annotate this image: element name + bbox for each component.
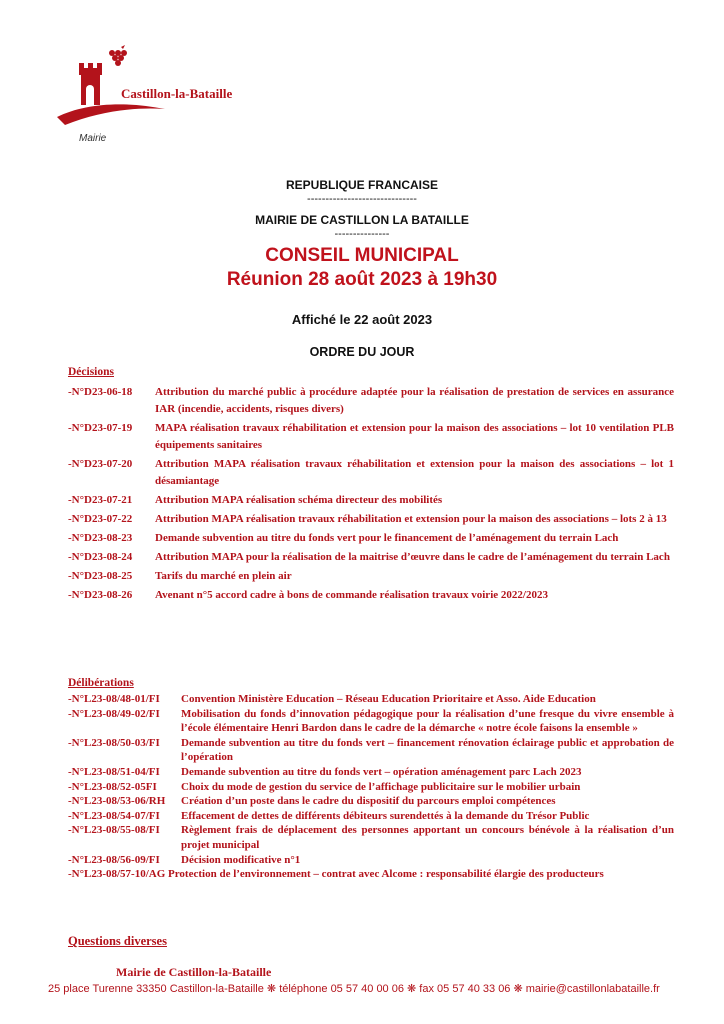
list-item	[68, 707, 674, 736]
item-code: -N°L23-08/52-05FI	[68, 780, 157, 793]
item-text: Règlement frais de déplacement des personnes apportant un concours bénévole à la réalisation d’un projet municipal	[181, 824, 674, 851]
item-text: Protection de l’environnement – contrat avec Alcome : responsabilité élargie des producteurs	[168, 868, 604, 881]
item-text: Décision modificative n°1	[181, 853, 301, 866]
meeting-date: Réunion 28 août 2023 à 19h30	[226, 269, 498, 290]
deliberations-heading: Délibérations	[68, 677, 134, 689]
item-text: Convention Ministère Education – Réseau Education Prioritaire et Asso. Aide Education	[181, 693, 596, 705]
list-item	[68, 809, 674, 824]
list-item	[68, 530, 674, 547]
posted-date: Affiché le 22 août 2023	[291, 312, 433, 327]
logo-brand-name: Castillon-la-Bataille	[121, 86, 233, 101]
item-code: -N°D23-08-23	[68, 532, 133, 544]
list-item	[68, 853, 674, 868]
item-code: -N°D23-08-25	[68, 570, 133, 582]
decisions-heading: Décisions	[68, 366, 114, 378]
item-code: -N°L23-08/54-07/FI	[68, 809, 160, 822]
item-code: -N°D23-07-20	[68, 458, 133, 470]
item-code: -N°L23-08/48-01/FI	[68, 693, 160, 705]
item-code: -N°L23-08/50-03/FI	[68, 736, 160, 749]
item-text: Attribution MAPA réalisation schéma directeur des mobilités	[155, 494, 443, 506]
item-text: Demande subvention au titre du fonds vert – opération aménagement parc Lach 2023	[181, 765, 582, 778]
item-text: Choix du mode de gestion du service de l’affichage publicitaire sur le mobilier urbain	[181, 780, 581, 793]
item-code: -N°D23-08-26	[68, 589, 133, 601]
deliberations-list	[68, 692, 674, 882]
item-code: -N°L23-08/56-09/FI	[68, 853, 160, 866]
item-text: Attribution MAPA réalisation travaux réhabilitation et extension pour la maison des associations – lots 2 à 13	[155, 513, 667, 525]
list-item	[68, 511, 674, 528]
separator-line-1: ------------------------------	[307, 193, 417, 205]
list-item	[68, 492, 674, 509]
item-text: Tarifs du marché en plein air	[155, 570, 292, 582]
list-item	[68, 765, 674, 780]
separator-line-2: ---------------	[334, 228, 390, 240]
item-code: -N°L23-08/53-06/RH	[68, 795, 166, 808]
item-code: -N°D23-07-19	[68, 422, 133, 434]
item-code: -N°L23-08/55-08/FI	[68, 824, 160, 837]
item-code: -N°D23-07-22	[68, 513, 133, 525]
logo-subtitle: Mairie	[79, 133, 107, 144]
list-item	[68, 736, 674, 765]
item-text: Attribution MAPA réalisation travaux réhabilitation et extension pour la maison des associations – lot 1 désamiantage	[155, 458, 674, 487]
council-title: CONSEIL MUNICIPAL	[265, 245, 459, 266]
item-code: -N°L23-08/49-02/FI	[68, 707, 160, 720]
questions-heading: Questions diverses	[68, 934, 167, 948]
item-text: Demande subvention au titre du fonds vert pour le financement de l’aménagement du terrain Lach	[155, 532, 619, 544]
list-item	[68, 867, 674, 882]
decisions-list	[68, 384, 674, 606]
mairie-heading: MAIRIE DE CASTILLON LA BATAILLE	[255, 213, 469, 227]
list-item	[68, 587, 674, 604]
footer-mairie-name: Mairie de Castillon-la-Bataille	[116, 965, 272, 979]
mairie-logo	[55, 45, 275, 150]
item-code: -N°L23-08/57-10/AG	[68, 868, 166, 881]
footer-address: 25 place Turenne 33350 Castillon-la-Bataille ❋ téléphone 05 57 40 00 06 ❋ fax 05 57 40 33 06 ❋ mairie@castillonlabataille.fr	[48, 983, 660, 995]
list-item	[68, 420, 674, 454]
list-item	[68, 549, 674, 566]
list-item	[68, 568, 674, 585]
item-code: -N°D23-06-18	[68, 386, 133, 398]
list-item	[68, 794, 674, 809]
item-text: Création d’un poste dans le cadre du dispositif du parcours emploi compétences	[181, 795, 556, 808]
list-item	[68, 780, 674, 795]
item-text: MAPA réalisation travaux réhabilitation et extension pour la maison des associations – lot 10 ventilation PLB équipements sanitaires	[155, 422, 674, 451]
item-text: Attribution MAPA pour la réalisation de la maitrise d’œuvre dans le cadre de l’aménagement du terrain Lach	[155, 551, 670, 563]
republic-heading: REPUBLIQUE FRANCAISE	[285, 178, 438, 192]
item-code: -N°D23-08-24	[68, 551, 133, 563]
agenda-heading: ORDRE DU JOUR	[309, 345, 415, 359]
item-text: Mobilisation du fonds d’innovation pédagogique pour la réalisation d’une fresque du vivre ensemble à l’école élémentaire Henri Bardon dans le cadre de la démarche « notre école faisons la ensemble »	[181, 707, 674, 735]
list-item	[68, 384, 674, 418]
list-item	[68, 456, 674, 490]
item-text: Effacement de dettes de différents débiteurs surendettés à la demande du Trésor Public	[181, 809, 590, 822]
item-text: Avenant n°5 accord cadre à bons de commande réalisation travaux voirie 2022/2023	[155, 589, 548, 601]
item-code: -N°L23-08/51-04/FI	[68, 765, 160, 778]
item-text: Demande subvention au titre du fonds vert – financement rénovation éclairage public et approbation de l’opération	[181, 736, 674, 764]
list-item	[68, 823, 674, 852]
item-code: -N°D23-07-21	[68, 494, 133, 506]
list-item	[68, 692, 674, 707]
item-text: Attribution du marché public à procédure adaptée pour la réalisation de prestation de services en assurance IAR (incendie, accidents, risques divers)	[155, 386, 674, 415]
